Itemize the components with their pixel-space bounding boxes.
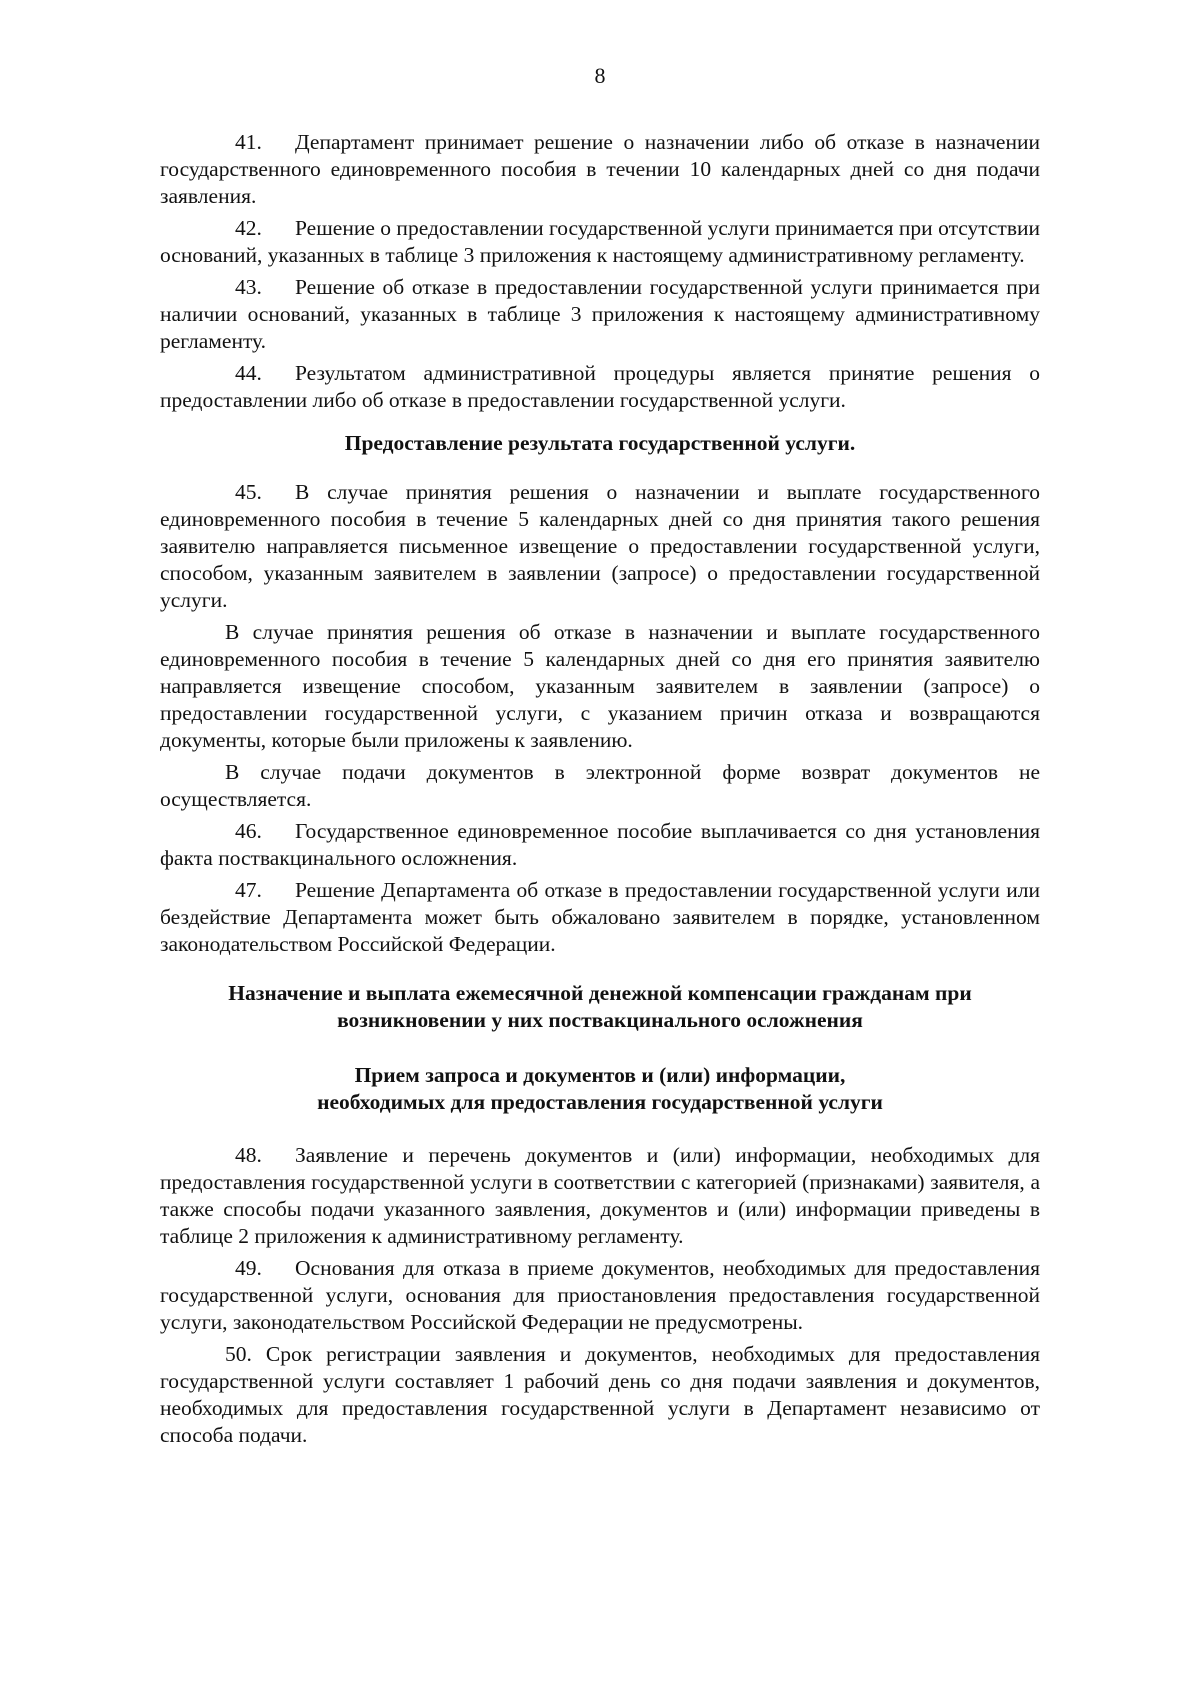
paragraph-46 <box>160 818 1040 872</box>
item-number: 44. <box>235 361 262 385</box>
paragraph-49 <box>160 1255 1040 1336</box>
paragraph-45-electronic: В случае подачи документов в электронной форме возврат документов не осуществляется. <box>160 760 1040 811</box>
item-number: 45. <box>235 480 262 504</box>
item-number: 49. <box>235 1256 262 1280</box>
item-number: 42. <box>235 216 262 240</box>
document-body <box>160 62 1040 1454</box>
heading-line: возникновении у них поствакцинального осложнения <box>337 1008 863 1032</box>
heading-line: Прием запроса и документов и (или) информации, <box>354 1063 846 1087</box>
item-text: Решение об отказе в предоставлении государственной услуги принимается при наличии оснований, указанных в таблице 3 приложения к настоящему административному регламенту. <box>160 275 1040 353</box>
item-text: Решение Департамента об отказе в предоставлении государственной услуги или бездействие Департамента может быть обжаловано заявителем в порядке, установленном законодательством Российской Федерации. <box>160 878 1040 956</box>
paragraph-48 <box>160 1142 1040 1250</box>
item-text: В случае принятия решения о назначении и выплате государственного единовременного пособия в течение 5 календарных дней со дня принятия такого решения заявителю направляется письменное извещение о предоставлении государственной услуги, способом, указанным заявителем в заявлении (запросе) о предоставлении государственной услуги. <box>160 480 1040 612</box>
item-number: 41. <box>235 130 262 154</box>
item-text: Результатом административной процедуры является принятие решения о предоставлении либо об отказе в предоставлении государственной услуги. <box>160 361 1040 412</box>
item-text: Государственное единовременное пособие выплачивается со дня установления факта поствакцинального осложнения. <box>160 819 1040 870</box>
item-number: 47. <box>235 878 262 902</box>
item-number: 43. <box>235 275 262 299</box>
item-text: Заявление и перечень документов и (или) информации, необходимых для предоставления государственной услуги в соответствии с категорией (признаками) заявителя, а также способы подачи указанного заявления, документов и (или) информации приведены в таблице 2 приложения к административному регламенту. <box>160 1143 1040 1248</box>
paragraph-50: 50. Срок регистрации заявления и документов, необходимых для предоставления государственной услуги составляет 1 рабочий день со дня подачи заявления и документов, необходимых для предоставления государственной услуги в Департамент независимо от способа подачи. <box>160 1342 1040 1447</box>
item-text: Основания для отказа в приеме документов, необходимых для предоставления государственной услуги, основания для приостановления предоставления государственной услуги, законодательством Российской Федерации не предусмотрены. <box>160 1256 1040 1334</box>
section-heading-request-intake <box>160 1062 1040 1116</box>
item-number: 46. <box>235 819 262 843</box>
section-heading-monthly-compensation <box>160 980 1040 1034</box>
paragraph-43 <box>160 274 1040 355</box>
paragraph-41 <box>160 129 1040 210</box>
item-text: Департамент принимает решение о назначении либо об отказе в назначении государственного единовременного пособия в течении 10 календарных дней со дня подачи заявления. <box>160 130 1040 208</box>
page-number: 8 <box>594 63 606 88</box>
item-number: 48. <box>235 1143 262 1167</box>
paragraph-44 <box>160 360 1040 414</box>
paragraph-45 <box>160 479 1040 614</box>
section-heading-result: Предоставление результата государственной услуги. <box>344 431 856 455</box>
heading-line: необходимых для предоставления государственной услуги <box>317 1090 883 1114</box>
paragraph-47 <box>160 877 1040 958</box>
item-text: Решение о предоставлении государственной услуги принимается при отсутствии оснований, указанных в таблице 3 приложения к настоящему административному регламенту. <box>160 216 1040 267</box>
paragraph-42 <box>160 215 1040 269</box>
paragraph-45-refusal: В случае принятия решения об отказе в назначении и выплате государственного единовременного пособия в течение 5 календарных дней со дня его принятия заявителю направляется извещение способом, указанным заявителем в заявлении (запросе) о предоставлении государственной услуги, с указанием причин отказа и возвращаются документы, которые были приложены к заявлению. <box>160 620 1040 752</box>
heading-line: Назначение и выплата ежемесячной денежной компенсации гражданам при <box>228 981 972 1005</box>
